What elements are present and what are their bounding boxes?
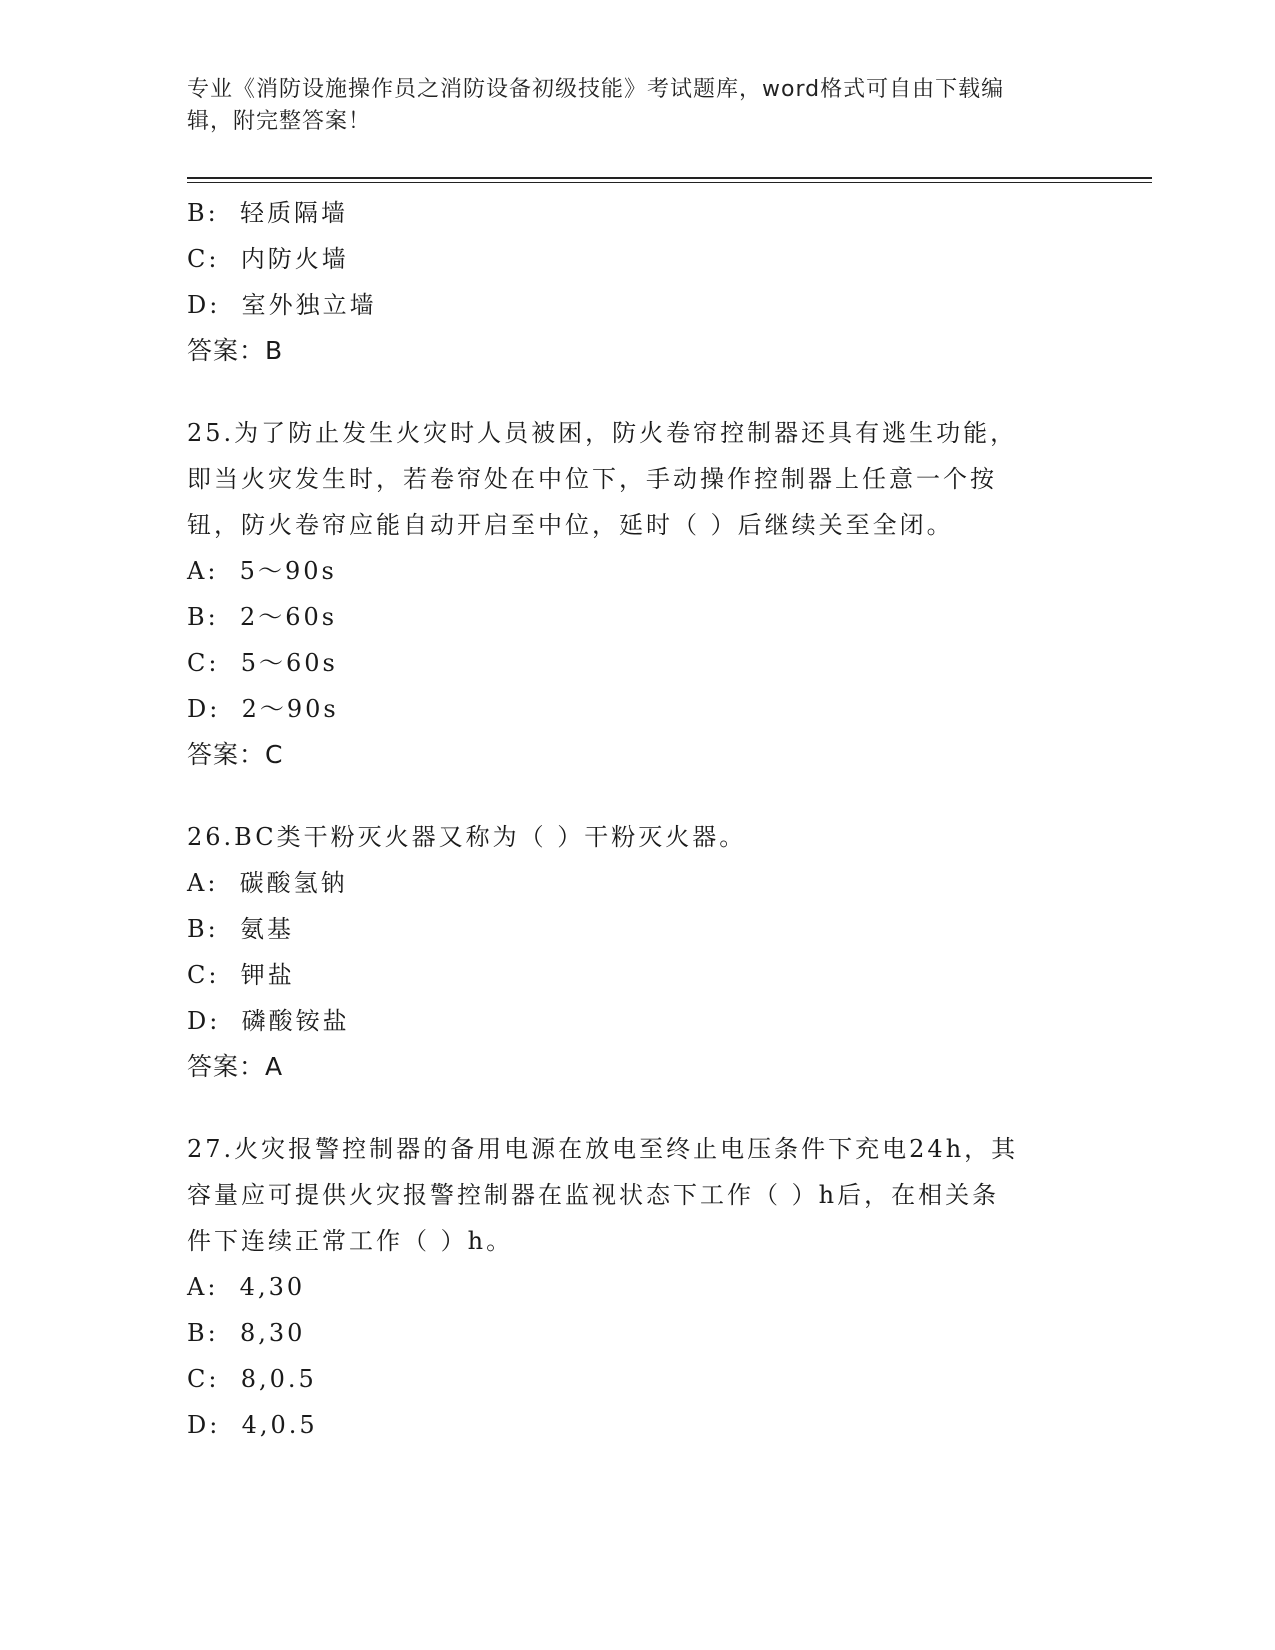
- option-b: B: 8,30: [187, 1319, 306, 1347]
- question-text-line: 26.BC类干粉灭火器又称为（ ）干粉灭火器。: [187, 823, 747, 851]
- question-text-line: 27.火灾报警控制器的备用电源在放电至终止电压条件下充电24h，其: [187, 1135, 1019, 1163]
- answer-line: 答案：C: [187, 740, 284, 769]
- option-c: C: 8,0.5: [187, 1365, 317, 1393]
- header-line-1: 专业《消防设施操作员之消防设备初级技能》考试题库，word格式可自由下载编: [187, 77, 1005, 102]
- option-a: A: 5～90s: [187, 557, 337, 585]
- option-a: A: 4,30: [187, 1273, 306, 1301]
- header-line-2: 辑，附完整答案！: [187, 109, 372, 134]
- option-c: C: 内防火墙: [187, 245, 349, 273]
- question-26: [187, 814, 1087, 1090]
- option-b: B: 轻质隔墙: [187, 199, 348, 227]
- question-24-continued: [187, 190, 1087, 374]
- option-a: A: 碳酸氢钠: [187, 869, 348, 897]
- question-text-line: 钮，防火卷帘应能自动开启至中位，延时（ ）后继续关至全闭。: [187, 511, 954, 539]
- question-text-line: 容量应可提供火灾报警控制器在监视状态下工作（ ）h后，在相关条: [187, 1181, 1000, 1209]
- option-d: D: 磷酸铵盐: [187, 1007, 350, 1035]
- option-b: B: 氨基: [187, 915, 294, 943]
- option-d: D: 4,0.5: [187, 1411, 318, 1439]
- header-divider-thick: [187, 177, 1152, 179]
- question-text-line: 25.为了防止发生火灾时人员被困，防火卷帘控制器还具有逃生功能，: [187, 419, 1018, 447]
- option-b: B: 2～60s: [187, 603, 338, 631]
- question-text-line: 件下连续正常工作（ ）h。: [187, 1227, 514, 1255]
- option-d: D: 2～90s: [187, 695, 339, 723]
- option-d: D: 室外独立墙: [187, 291, 377, 319]
- question-25: [187, 410, 1087, 778]
- answer-line: 答案：B: [187, 336, 284, 365]
- header-divider-thin: [187, 182, 1152, 183]
- option-c: C: 钾盐: [187, 961, 295, 989]
- answer-line: 答案：A: [187, 1052, 284, 1081]
- question-27: [187, 1126, 1087, 1448]
- document-body: [187, 190, 1087, 1448]
- question-text-line: 即当火灾发生时，若卷帘处在中位下，手动操作控制器上任意一个按: [187, 465, 997, 493]
- option-c: C: 5～60s: [187, 649, 338, 677]
- document-header: [187, 74, 1087, 138]
